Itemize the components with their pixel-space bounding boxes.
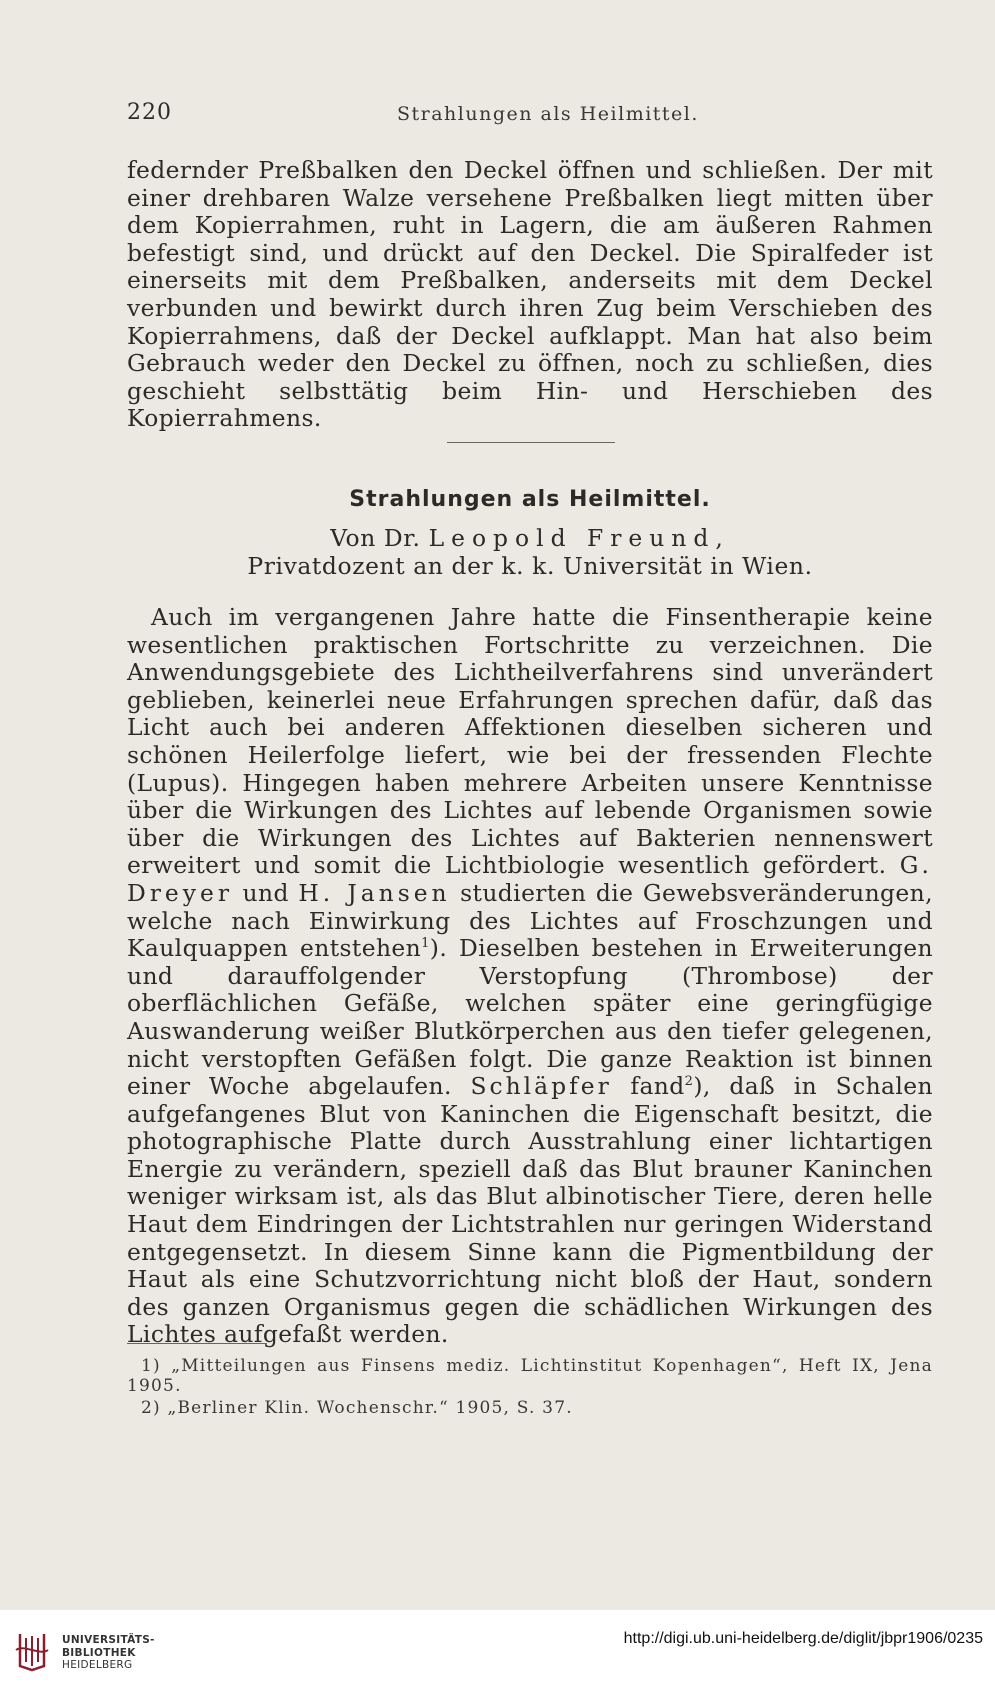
footnote-ref-1[interactable]: 1	[421, 936, 430, 952]
body-text-2: studierten die Gewebsveränderungen, welche nach Einwirkung des Lichtes auf Froschzungen und Kaulquappen entstehen	[127, 878, 933, 963]
intro-paragraph	[127, 157, 933, 433]
body-text-4: ), daß in Schalen aufgefangenes Blut von Kaninchen die Eigenschaft besitzt, die photographische Platte durch Ausstrahlung einer lichtartigen Energie zu verändern, speziell daß das Blut brauner Kaninchen weniger wirksam ist, als das Blut albinotischer Tiere, deren helle Haut dem Eindringen der Lichtstrahlen nur geringen Widerstand entgegensetzt. In diesem Sinne kann die Pigmentbildung der Haut als eine Schutzvorrichtung nicht bloß der Haut, sondern des ganzen Organismus gegen die schädlichen Wirkungen des Lichtes aufgefaßt werden.	[127, 1072, 933, 1349]
section-divider	[447, 442, 615, 443]
author-ref-dreyer: G. Dreyer	[127, 851, 933, 907]
footnotes	[127, 1356, 933, 1418]
running-head	[127, 100, 927, 130]
body-text-3: ). Dieselben bestehen in Erweiterungen und darauffolgender Verstopfung (Thrombose) der oberflächlichen Gefäße, welchen später eine geringfügige Auswanderung weißer Blutkörperchen aus den tiefer gelegenen, nicht verstopften Gefäßen folgt. Die ganze Reaktion ist binnen einer Woche abgelaufen.	[127, 934, 933, 1101]
body-fand: fand	[630, 1072, 685, 1101]
body-text-1: Auch im vergangenen Jahre hatte die Finsentherapie keine wesentlichen praktischen Fortschritte zu verzeichnen. Die Anwendungsgebiete des Lichtheilverfahrens sind unverändert geblieben, keinerlei neue Erfahrungen sprechen dafür, daß das Licht auch bei anderen Affektionen dieselben sicheren und schönen Heilerfolge liefert, wie bei der fressenden Flechte (Lupus). Hingegen haben mehrere Arbeiten unsere Kenntnisse über die Wirkungen des Lichtes auf lebende Organismen sowie über die Wirkungen des Lichtes auf Bakterien nennenswert erweitert und somit die Lichtbiologie wesentlich gefördert.	[127, 603, 933, 880]
affiliation: Privatdozent an der k. k. Universität in Wien.	[247, 552, 813, 580]
article-body	[127, 604, 933, 1349]
byline	[127, 524, 933, 552]
author-ref-jansen: H. Jansen	[298, 878, 451, 907]
viewer-footer	[0, 1610, 995, 1690]
library-logo-icon[interactable]	[12, 1630, 52, 1674]
permalink[interactable]: http://digi.ub.uni-heidelberg.de/diglit/jbpr1906/0235	[623, 1630, 983, 1647]
author-name: Leopold Freund,	[428, 524, 730, 552]
institution-line-1: UNIVERSITÄTS-	[62, 1634, 155, 1646]
footnote-1: 1) „Mitteilungen aus Finsens mediz. Lichtinstitut Kopenhagen“, Heft IX, Jena 1905.	[127, 1356, 933, 1396]
byline-prefix: Von Dr.	[330, 524, 421, 552]
body-and: und	[242, 878, 289, 907]
running-title: Strahlungen als Heilmittel.	[397, 103, 699, 125]
intro-text: federnder Preßbalken den Deckel öffnen und schließen. Der mit einer drehbaren Walze versehene Preßbalken liegt mitten über dem Kopierrahmen, ruht in Lagern, die am äußeren Rahmen befestigt sind, und drückt auf den Deckel. Die Spiralfeder ist einerseits mit dem Preßbalken, anderseits mit dem Deckel verbunden und bewirkt durch ihren Zug beim Verschieben des Kopierrahmens, daß der Deckel aufklappt. Man hat also beim Gebrauch weder den Deckel zu öffnen, noch zu schließen, dies geschieht selbsttätig beim Hin- und Herschieben des Kopierrahmens.	[127, 156, 933, 433]
institution-line-3: HEIDELBERG	[62, 1659, 133, 1671]
footnote-divider	[127, 1343, 267, 1344]
footnote-ref-2[interactable]: 2	[684, 1074, 694, 1090]
institution-name	[62, 1634, 155, 1672]
author-ref-schlaepfer: Schläpfer	[470, 1072, 612, 1101]
footnote-2: 2) „Berliner Klin. Wochenschr.“ 1905, S. 37.	[141, 1398, 573, 1418]
page-number: 220	[127, 100, 172, 125]
institution-line-2: BIBLIOTHEK	[62, 1646, 136, 1659]
body-paragraph	[127, 604, 933, 1349]
article-title: Strahlungen als Heilmittel.	[349, 487, 711, 512]
